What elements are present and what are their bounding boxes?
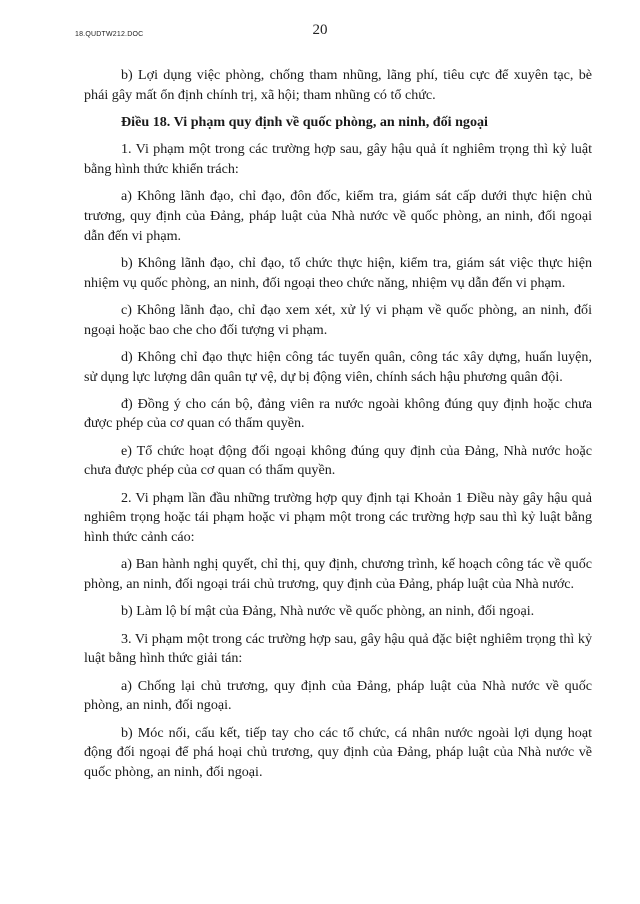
clause-2-point-b: b) Làm lộ bí mật của Đảng, Nhà nước về quốc phòng, an ninh, đối ngoại.: [121, 603, 535, 620]
document-code: 18.QUDTW212.DOC: [75, 31, 144, 38]
clause-1-point-e: e) Tổ chức hoạt động đối ngoại không đúng quy định của Đảng, Nhà nước hoặc chưa được phép của cơ quan có thẩm quyền.: [84, 442, 592, 479]
clause-1: 1. Vi phạm một trong các trường hợp sau, gây hậu quả ít nghiêm trọng thì kỷ luật bằng hình thức khiển trách:: [84, 141, 592, 177]
clause-1-point-a: a) Không lãnh đạo, chỉ đạo, đôn đốc, kiểm tra, giám sát cấp dưới thực hiện chủ trương, quy định của Đảng, pháp luật của Nhà nước về quốc phòng, an ninh, đối ngoại dẫn đến vi phạm.: [84, 188, 592, 244]
clause-3: 3. Vi phạm một trong các trường hợp sau, gây hậu quả đặc biệt nghiêm trọng thì kỷ luật bằng hình thức giải tán:: [84, 630, 592, 667]
article-heading: Điều 18. Vi phạm quy định về quốc phòng, an ninh, đối ngoại: [121, 113, 488, 130]
page-number: 20: [312, 22, 328, 38]
clause-3-point-b: b) Móc nối, cấu kết, tiếp tay cho các tổ chức, cá nhân nước ngoài lợi dụng hoạt động đối ngoại để phá hoại chủ trương, quy định của Đảng, pháp luật của Nhà nước về quốc phòng, an ninh, đối ngoại.: [84, 724, 592, 780]
clause-3-point-a: a) Chống lại chủ trương, quy định của Đảng, pháp luật của Nhà nước về quốc phòng, an ninh, đối ngoại.: [84, 677, 592, 714]
clause-1-point-c: c) Không lãnh đạo, chỉ đạo xem xét, xử lý vi phạm về quốc phòng, an ninh, đối ngoại hoặc bao che cho đối tượng vi phạm.: [84, 301, 592, 338]
clause-1-point-b: b) Không lãnh đạo, chỉ đạo, tổ chức thực hiện, kiểm tra, giám sát việc thực hiện nhiệm vụ quốc phòng, an ninh, đối ngoại theo chức năng, nhiệm vụ dẫn đến vi phạm.: [84, 254, 592, 291]
paragraph-intro-b: b) Lợi dụng việc phòng, chống tham nhũng, lãng phí, tiêu cực để xuyên tạc, bè phái gây mất ổn định chính trị, xã hội; tham nhũng có tổ chức.: [84, 67, 592, 103]
document-body: [84, 66, 592, 790]
clause-1-point-dd: đ) Đồng ý cho cán bộ, đảng viên ra nước ngoài không đúng quy định hoặc chưa được phép của cơ quan có thẩm quyền.: [84, 395, 592, 432]
clause-2-point-a: a) Ban hành nghị quyết, chỉ thị, quy định, chương trình, kế hoạch công tác về quốc phòng, an ninh, đối ngoại trái chủ trương, quy định của Đảng, pháp luật của Nhà nước.: [84, 556, 592, 593]
clause-1-point-d: d) Không chỉ đạo thực hiện công tác tuyển quân, công tác xây dựng, huấn luyện, sử dụng lực lượng dân quân tự vệ, dự bị động viên, chính sách hậu phương quân đội.: [84, 348, 592, 385]
clause-2: 2. Vi phạm lần đầu những trường hợp quy định tại Khoản 1 Điều này gây hậu quả nghiêm trọng hoặc tái phạm hoặc vi phạm một trong các trường hợp sau thì kỷ luật bằng hình thức cảnh cáo:: [84, 489, 592, 546]
